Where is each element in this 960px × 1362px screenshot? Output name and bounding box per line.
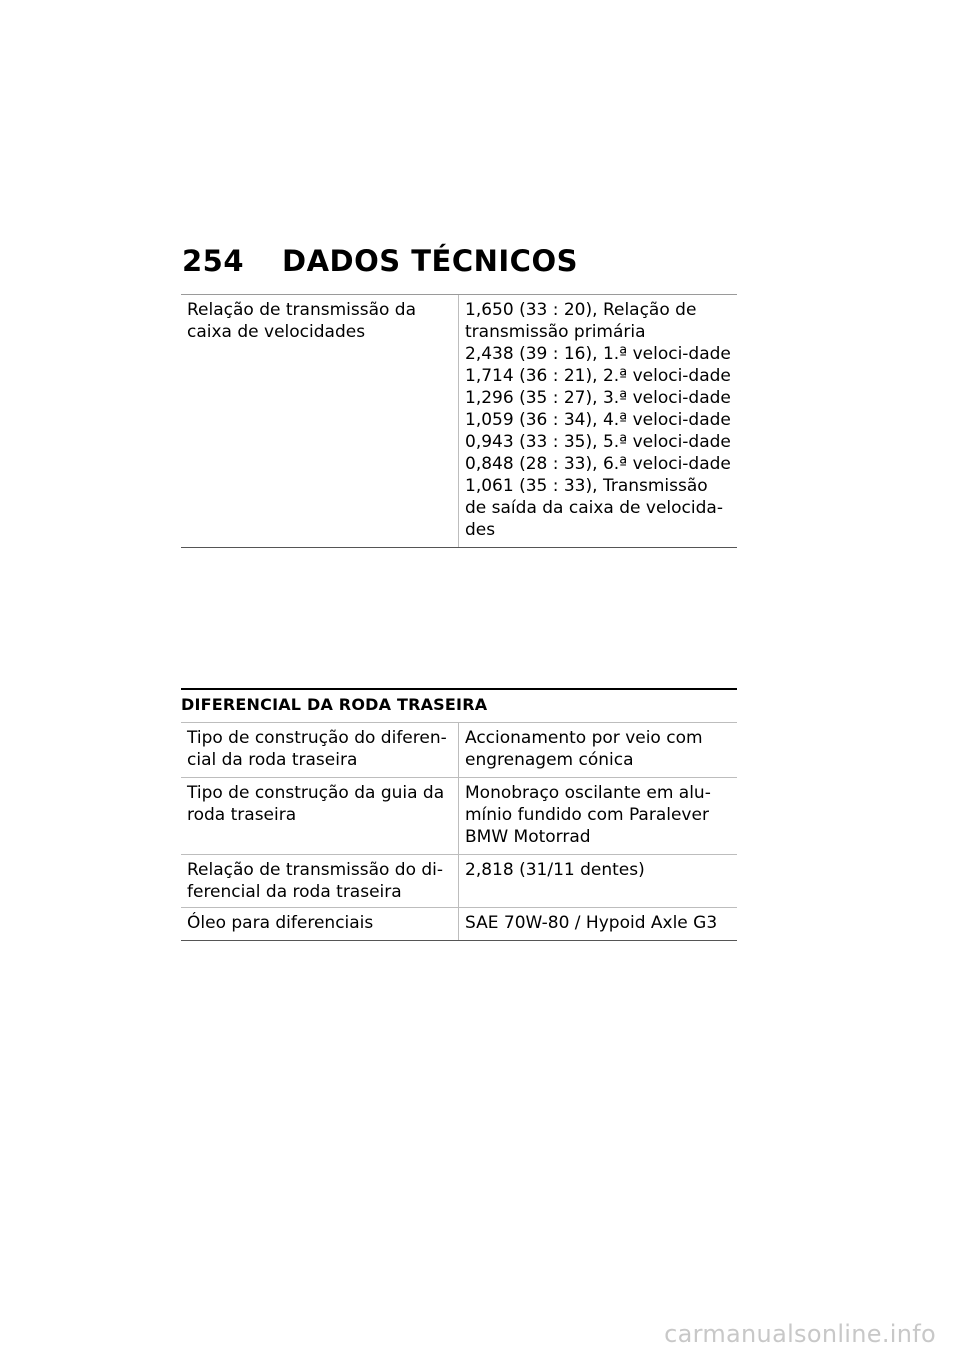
ratio-gear-2: 1,714 (36 : 21), 2.ª veloci-dade [465,366,731,386]
rear-differential-table [181,722,737,941]
table-row [181,295,737,548]
ratio-gear-3: 1,296 (35 : 27), 3.ª veloci-dade [465,388,731,408]
ratio-gear-5: 0,943 (33 : 35), 5.ª veloci-dade [465,432,731,452]
gearbox-ratio-values [459,295,737,547]
page-number: 254 [182,244,245,278]
row-label: Óleo para diferenciais [181,908,459,940]
table-row [181,778,737,855]
gearbox-ratio-label: Relação de transmissão da caixa de velocidades [181,295,459,547]
row-value: 2,818 (31/11 dentes) [465,860,645,880]
ratio-gear-1: 2,438 (39 : 16), 1.ª veloci-dade [465,344,731,364]
gearbox-ratio-table [181,294,737,548]
ratio-gear-4: 1,059 (36 : 34), 4.ª veloci-dade [465,410,731,430]
row-label: Tipo de construção da guia da roda traseira [181,778,459,854]
table-row [181,723,737,778]
table-row [181,855,737,908]
row-value: Monobraço oscilante em alu-mínio fundido com Paralever BMW Motorrad [465,783,711,847]
table-row [181,908,737,941]
row-label: Relação de transmissão do di-ferencial da roda traseira [181,855,459,907]
section-heading-rear-differential: DIFERENCIAL DA RODA TRASEIRA [181,688,737,714]
ratio-output: 1,061 (35 : 33), Transmissão de saída da caixa de velocida-des [465,476,723,540]
row-value: SAE 70W-80 / Hypoid Axle G3 [465,913,718,933]
page-header [182,244,578,278]
watermark-link[interactable]: carmanualsonline.info [664,1320,936,1348]
row-label: Tipo de construção do diferen-cial da roda traseira [181,723,459,777]
row-value: Accionamento por veio com engrenagem cónica [465,728,703,770]
ratio-gear-6: 0,848 (28 : 33), 6.ª veloci-dade [465,454,731,474]
chapter-title: DADOS TÉCNICOS [282,244,578,278]
ratio-primary: 1,650 (33 : 20), Relação de transmissão primária [465,300,697,342]
